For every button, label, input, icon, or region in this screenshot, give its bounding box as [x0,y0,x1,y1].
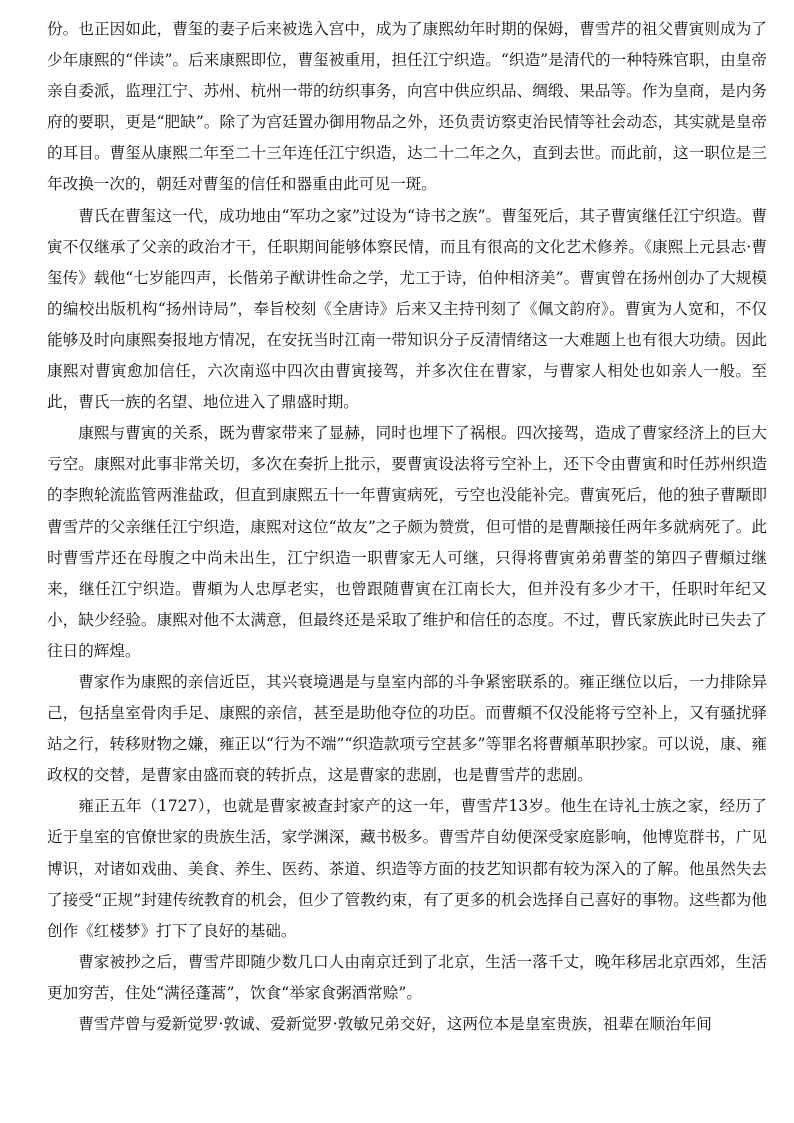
paragraph-5: 雍正五年（1727），也就是曹家被查封家产的这一年，曹雪芹13岁。他生在诗礼士族之家，经历了近于皇室的官僚世家的贵族生活，家学渊深，藏书极多。曹雪芹自幼便深受家庭影响，他博览群书，广见博识，对诸如戏曲、美食、养生、医药、茶道、织造等方面的技艺知识都有较为深入的了解。他虽然失去了接受“正规”封建传统教育的机会，但少了管教约束，有了更多的机会选择自己喜好的事物。这些都为他创作《红楼梦》打下了良好的基础。 [47,797,767,940]
paragraph-1: 份。也正因如此，曹玺的妻子后来被选入宫中，成为了康熙幼年时期的保姆，曹雪芹的祖父曹寅则成为了少年康熙的“伴读”。后来康熙即位，曹玺被重用，担任江宁织造。“织造”是清代的一种特殊官职，由皇帝亲自委派，监理江宁、苏州、杭州一带的纺织事务，向宫中供应织品、绸缎、果品等。作为皇商，是内务府的要职，更是“肥缺”。除了为宫廷置办御用物品之外，还负责访察吏治民情等社会动态，其实就是皇帝的耳目。曹玺从康熙二年至二十三年连任江宁织造，达二十二年之久，直到去世。而此前，这一职位是三年改换一次的，朝廷对曹玺的信任和器重由此可见一斑。 [47,20,767,194]
paragraph-7: 曹雪芹曾与爱新觉罗·敦诚、爱新觉罗·敦敏兄弟交好，这两位本是皇室贵族，祖辈在顺治年间 [78,1015,712,1033]
paragraph-3: 康熙与曹寅的关系，既为曹家带来了显赫，同时也埋下了祸根。四次接驾，造成了曹家经济上的巨大亏空。康熙对此事非常关切，多次在奏折上批示，要曹寅设法将亏空补上，还下令由曹寅和时任苏州织造的李煦轮流监管两淮盐政，但直到康熙五十一年曹寅病死，亏空也没能补完。曹寅死后，他的独子曹颙即曹雪芹的父亲继任江宁织造，康熙对这位“故友”之子颇为赞赏，但可惜的是曹颙接任两年多就病死了。此时曹雪芹还在母腹之中尚未出生，江宁织造一职曹家无人可继，只得将曹寅弟弟曹荃的第四子曹頫过继来，继任江宁织造。曹頫为人忠厚老实，也曾跟随曹寅在江南长大，但并没有多少才干，任职时年纪又小，缺少经验。康熙对他不太满意，但最终还是采取了维护和信任的态度。不过，曹氏家族此时已失去了往日的辉煌。 [47,424,767,660]
paragraph-4: 曹家作为康熙的亲信近臣，其兴衰境遇是与皇室内部的斗争紧密联系的。雍正继位以后，一力排除异己，包括皇室骨肉手足、康熙的亲信，甚至是助他夺位的功臣。而曹頫不仅没能将亏空补上，又有骚扰驿站之行，转移财物之嫌，雍正以“行为不端”“织造款项亏空甚多”等罪名将曹頫革职抄家。可以说，康、雍政权的交替，是曹家由盛而衰的转折点，这是曹家的悲剧，也是曹雪芹的悲剧。 [47,672,767,785]
paragraph-6: 曹家被抄之后，曹雪芹即随少数几口人由南京迁到了北京，生活一落千丈，晚年移居北京西郊，生活更加穷苦，住处“满径蓬蒿”，饮食“举家食粥酒常赊”。 [47,952,767,1002]
paragraph-2: 曹氏在曹玺这一代，成功地由“军功之家”过设为“诗书之族”。曹玺死后，其子曹寅继任江宁织造。曹寅不仅继承了父亲的政治才干，任职期间能够体察民情，而且有很高的文化艺术修养。《康熙上元县志·曹玺传》载他“七岁能四声，长偕弟子猷讲性命之学，尤工于诗，伯仲相济美”。曹寅曾在扬州创办了大规模的编校出版机构“扬州诗局”，奉旨校刻《全唐诗》后来又主持刊刻了《佩文韵府》。曹寅为人宽和，不仅能够及时向康熙奏报地方情况，在安抚当时江南一带知识分子反清情绪这一大难题上也有很大功绩。因此康熙对曹寅愈加信任，六次南巡中四次由曹寅接驾，并多次住在曹家，与曹家人相处也如亲人一般。至此，曹氏一族的名望、地位进入了鼎盛时期。 [47,206,767,412]
document-page [47,14,767,1040]
